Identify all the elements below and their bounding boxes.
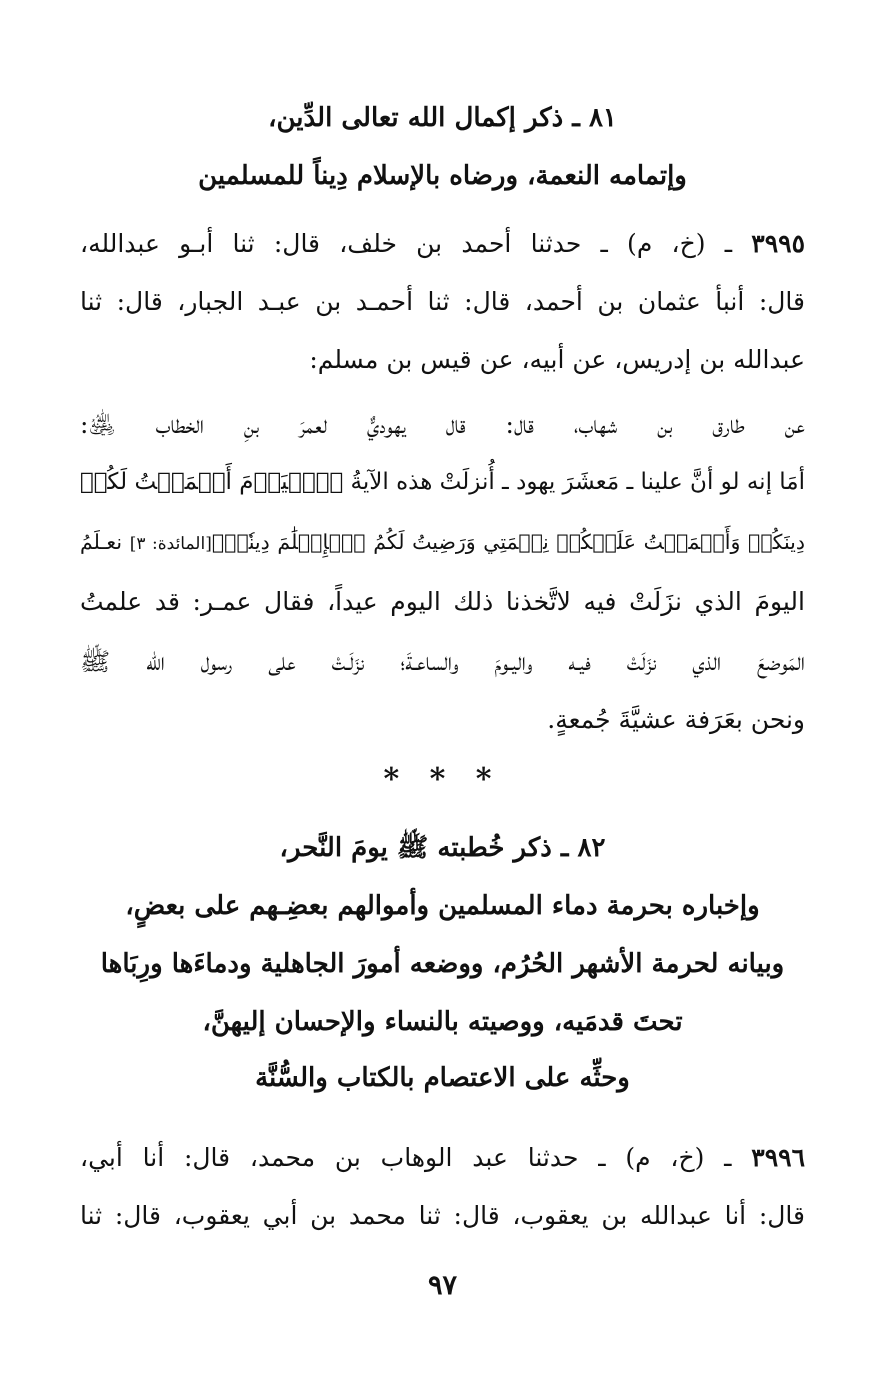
hadith-3995-line-9: ونحن بعَرَفة عشيَّةَ جُمعةٍ. xyxy=(547,705,805,734)
chapter-82-heading-line-5: وحثِّه على الاعتصام بالكتاب والسُّنَّة xyxy=(255,1063,630,1093)
quran-verse: ﴿ٱلۡيَوۡمَ أَكۡمَلۡتُ لَكُمۡ xyxy=(79,469,344,495)
hadith-text: ـ (خ، م) ـ حدثنا عبد الوهاب بن محمد، قال: أنا أبي، xyxy=(80,1143,752,1172)
chapter-82-heading-line-4: تحتَ قدمَيه، ووصيته بالنساء والإحسان إليهنَّ، xyxy=(202,1007,683,1037)
hadith-text: نعـلَمُ xyxy=(80,530,130,554)
chapter-81-heading-line-2: وإتمامه النعمة، ورضاه بالإسلام دِيناً للمسلمين xyxy=(198,161,687,191)
page-number: ٩٧ xyxy=(427,1270,457,1301)
chapter-81-heading-line-1: ٨١ ـ ذكر إكمال الله تعالى الدِّين، xyxy=(268,103,617,133)
chapter-82-heading-line-2: وإخباره بحرمة دماء المسلمين وأموالهم بعضِـهم على بعضٍ، xyxy=(125,891,760,921)
hadith-3996-line-1 xyxy=(80,1138,805,1180)
hadith-3995-line-5 xyxy=(80,462,805,504)
quran-verse: دِينَكُمۡ وَأَتۡمَمۡتُ عَلَيۡكُمۡ نِعۡمَتِي وَرَضِيتُ لَكُمُ ٱلۡإِسۡلَٰمَ دِينٗاۚ﴾ xyxy=(211,530,805,554)
chapter-82-heading-line-1: ٨٢ ـ ذكر خُطبته ﷺ يومَ النَّحر، xyxy=(279,833,606,863)
hadith-text: أمَا إنه لو أنَّ علينا ـ مَعشَرَ يهود ـ أُنزلَتْ هذه الآيةُ xyxy=(343,469,805,495)
hadith-3995-line-3: عبدالله بن إدريس، عن أبيه، عن قيس بن مسلم: xyxy=(309,345,805,374)
hadith-text: ـ (خ، م) ـ حدثنا أحمد بن خلف، قال: ثنا أبـو عبدالله، xyxy=(80,229,752,258)
quran-reference: [المائدة: ٣] xyxy=(129,534,212,554)
hadith-3995-line-4: عن طارق بن شهاب، قال: قال يهوديٌّ لعمرَ بنِ الخطاب ﵁: xyxy=(80,410,805,439)
hadith-3995-line-6 xyxy=(80,522,805,564)
hadith-3995-line-8: المَوضعَ الذي نزَلَتْ فيـه واليـومَ والساعـةَ؛ نزَلَـتْ على رسول الله ﷺ xyxy=(80,647,805,676)
hadith-number: ٣٩٩٦ xyxy=(751,1143,805,1172)
hadith-3995-line-7: اليومَ الذي نزَلَتْ فيه لاتَّخذنا ذلك اليوم عيداً، فقال عمـر: قد علمتُ xyxy=(80,587,805,616)
chapter-82-heading-line-3: وبيانه لحرمة الأشهر الحُرُم، ووضعه أمورَ الجاهلية ودماءَها ورِبَاها xyxy=(100,949,785,979)
hadith-3995-line-2: قال: أنبأ عثمان بن أحمد، قال: ثنا أحمـد بن عبـد الجبار، قال: ثنا xyxy=(80,287,805,316)
hadith-number: ٣٩٩٥ xyxy=(751,229,805,258)
hadith-3995-line-1 xyxy=(80,224,805,266)
section-separator: * * * xyxy=(383,762,502,797)
hadith-3996-line-2: قال: أنا عبدالله بن يعقوب، قال: ثنا محمد بن أبي يعقوب، قال: ثنا xyxy=(80,1201,805,1230)
